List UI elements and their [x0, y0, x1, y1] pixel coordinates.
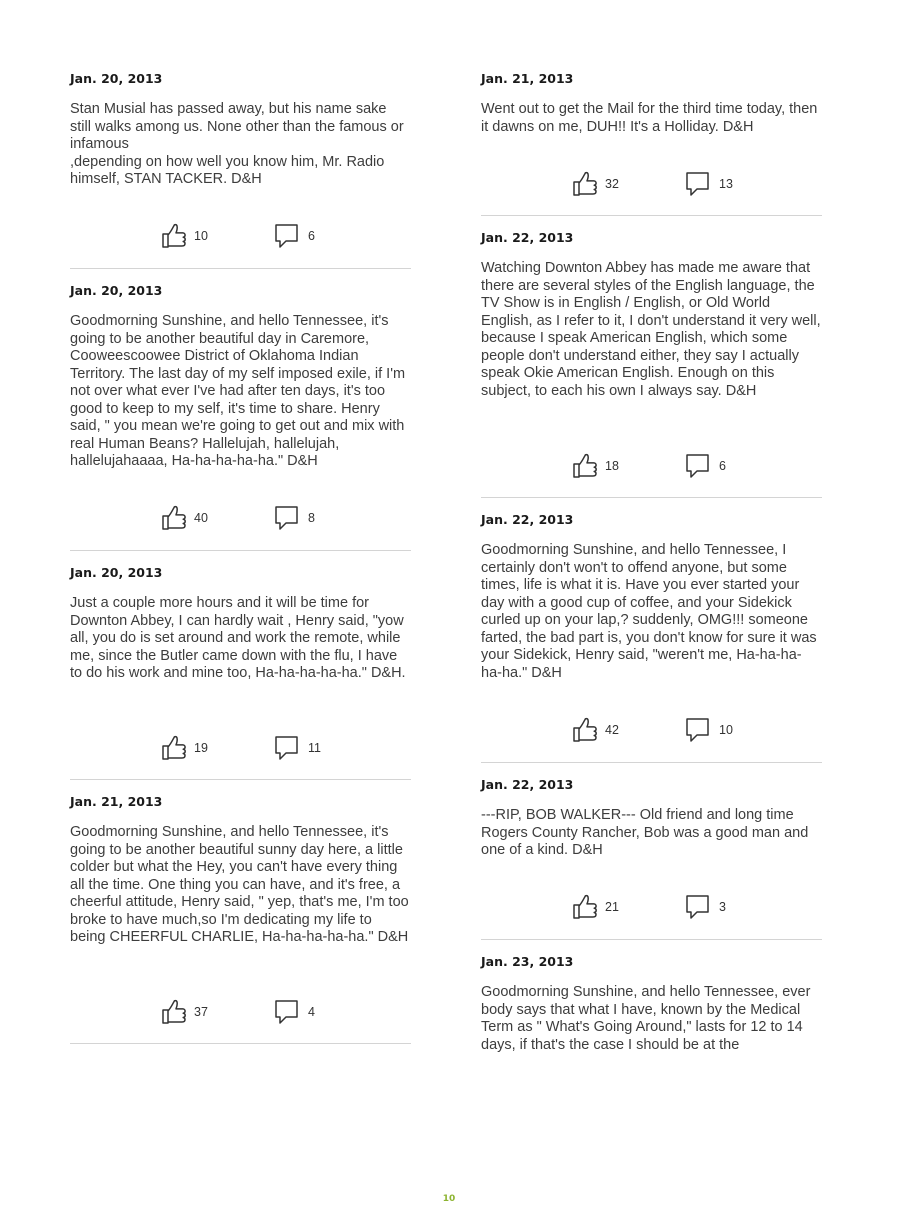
speech-bubble-icon: [685, 893, 713, 921]
page-number: 10: [442, 1194, 456, 1204]
post-text: Just a couple more hours and it will be time for Downton Abbey, I can hardly wait , Henry said, "yow all, you do is set around and work the remote, while me, since the Butler came down with the flu, I have to do his work and mine too, Ha-ha-ha-ha-ha." D&H.: [70, 595, 406, 681]
thumbs-up-icon: [160, 734, 188, 762]
comment-button[interactable]: [685, 170, 745, 200]
post-date: Jan. 22, 2013: [481, 777, 574, 792]
comment-count: 6: [308, 229, 315, 243]
comment-count: 3: [719, 900, 726, 914]
post-date: Jan. 20, 2013: [70, 565, 163, 580]
comment-button[interactable]: [274, 504, 334, 534]
speech-bubble-icon: [685, 452, 713, 480]
speech-bubble-icon: [274, 998, 302, 1026]
post-text: Watching Downton Abbey has made me aware that there are several styles of the English language, the TV Show is in English / English, or Old World English, as I refer to it, I don't understand it very well, because I speak American English, which some people don't understand either, they say I actually speak Okie American English. Enough on this subject, to each his own I always say. D&H: [481, 260, 821, 399]
thumbs-up-icon: [571, 170, 599, 198]
thumbs-up-icon: [571, 716, 599, 744]
post-date: Jan. 20, 2013: [70, 283, 163, 298]
post: [481, 230, 822, 400]
comment-count: 11: [308, 741, 321, 755]
post: [481, 954, 822, 1054]
like-button[interactable]: [571, 452, 631, 482]
speech-bubble-icon: [274, 222, 302, 250]
comment-count: 6: [719, 459, 726, 473]
comment-count: 8: [308, 511, 315, 525]
like-button[interactable]: [160, 504, 220, 534]
like-button[interactable]: [160, 222, 220, 252]
post-text: Goodmorning Sunshine, and hello Tennessee, it's going to be another beautiful day in Caremore, Cooweescoowee District of Oklahoma Indian Territory. The last day of my self imposed exile, if I'm not over what ever I've had after ten days, it's too good to keep to my self, it's time to share. Henry said, " you mean we're going to get out and mix with real Human Beans? Hallelujah, hallelujah, hallelujahaaaa, Ha-ha-ha-ha-ha." D&H: [70, 313, 406, 469]
post-text: ---RIP, BOB WALKER--- Old friend and long time Rogers County Rancher, Bob was a good man and one of a kind. D&H: [481, 807, 809, 858]
comment-button[interactable]: [685, 893, 745, 923]
post-text: Goodmorning Sunshine, and hello Tennessee, I certainly don't won't to offend anyone, but some times, life is what it is. Have you ever started your day with a good cup of coffee, and your Sidekick curled up on your lap,? suddenly, OMG!!! someone farted, the bad part is, you don't know for sure it was your Sidekick, Henry said, "weren't me, Ha-ha-ha-ha-ha." D&H: [481, 542, 817, 681]
thumbs-up-icon: [571, 893, 599, 921]
comment-button[interactable]: [274, 734, 334, 764]
post-date: Jan. 21, 2013: [70, 794, 163, 809]
comment-button[interactable]: [685, 452, 745, 482]
thumbs-up-icon: [160, 222, 188, 250]
speech-bubble-icon: [274, 734, 302, 762]
like-button[interactable]: [160, 998, 220, 1028]
like-button[interactable]: [160, 734, 220, 764]
post-text: Goodmorning Sunshine, and hello Tennessee, it's going to be another beautiful sunny day here, a little colder but what the Hey, you can't have every thing all the time. One thing you can have, and it's free, a cheerful attitude, Henry said, " yep, that's me, I'm too broke to have much,so I'm dedicating my life to being CHEERFUL CHARLIE, Ha-ha-ha-ha-ha." D&H: [70, 824, 409, 945]
post-reactions: [70, 734, 411, 764]
like-button[interactable]: [571, 170, 631, 200]
like-count: 10: [194, 229, 208, 243]
post: [70, 71, 411, 189]
post-reactions: [481, 170, 822, 200]
divider: [481, 215, 822, 216]
post-reactions: [70, 222, 411, 252]
post: [70, 794, 411, 947]
post-reactions: [70, 998, 411, 1028]
thumbs-up-icon: [571, 452, 599, 480]
like-count: 32: [605, 177, 619, 191]
post: [481, 777, 822, 860]
comment-count: 4: [308, 1005, 315, 1019]
like-count: 18: [605, 459, 619, 473]
post-text: Stan Musial has passed away, but his name sake still walks among us. None other than the famous or infamous ,depending on how well you know him, Mr. Radio himself, STAN TACKER. D&H: [70, 101, 404, 187]
divider: [70, 550, 411, 551]
like-count: 37: [194, 1005, 208, 1019]
post-reactions: [481, 452, 822, 482]
comment-button[interactable]: [274, 998, 334, 1028]
post-date: Jan. 22, 2013: [481, 230, 574, 245]
like-count: 40: [194, 511, 208, 525]
comment-button[interactable]: [274, 222, 334, 252]
post: [481, 71, 822, 136]
like-button[interactable]: [571, 716, 631, 746]
like-count: 19: [194, 741, 208, 755]
post-date: Jan. 23, 2013: [481, 954, 574, 969]
speech-bubble-icon: [274, 504, 302, 532]
post-reactions: [481, 893, 822, 923]
like-count: 42: [605, 723, 619, 737]
post-date: Jan. 20, 2013: [70, 71, 163, 86]
post: [70, 283, 411, 471]
post-reactions: [70, 504, 411, 534]
divider: [481, 762, 822, 763]
divider: [70, 779, 411, 780]
comment-count: 13: [719, 177, 733, 191]
speech-bubble-icon: [685, 170, 713, 198]
comment-count: 10: [719, 723, 733, 737]
post-date: Jan. 22, 2013: [481, 512, 574, 527]
thumbs-up-icon: [160, 998, 188, 1026]
post-date: Jan. 21, 2013: [481, 71, 574, 86]
comment-button[interactable]: [685, 716, 745, 746]
post: [481, 512, 822, 682]
like-button[interactable]: [571, 893, 631, 923]
divider: [70, 268, 411, 269]
divider: [481, 939, 822, 940]
like-count: 21: [605, 900, 619, 914]
post: [70, 565, 411, 683]
divider: [481, 497, 822, 498]
post-text: Goodmorning Sunshine, and hello Tennessee, ever body says that what I have, known by the Medical Term as " What's Going Around," lasts for 12 to 14 days, if that's the case I should be at the: [481, 984, 811, 1053]
thumbs-up-icon: [160, 504, 188, 532]
speech-bubble-icon: [685, 716, 713, 744]
divider: [70, 1043, 411, 1044]
post-text: Went out to get the Mail for the third time today, then it dawns on me, DUH!! It's a Holliday. D&H: [481, 101, 818, 135]
post-reactions: [481, 716, 822, 746]
